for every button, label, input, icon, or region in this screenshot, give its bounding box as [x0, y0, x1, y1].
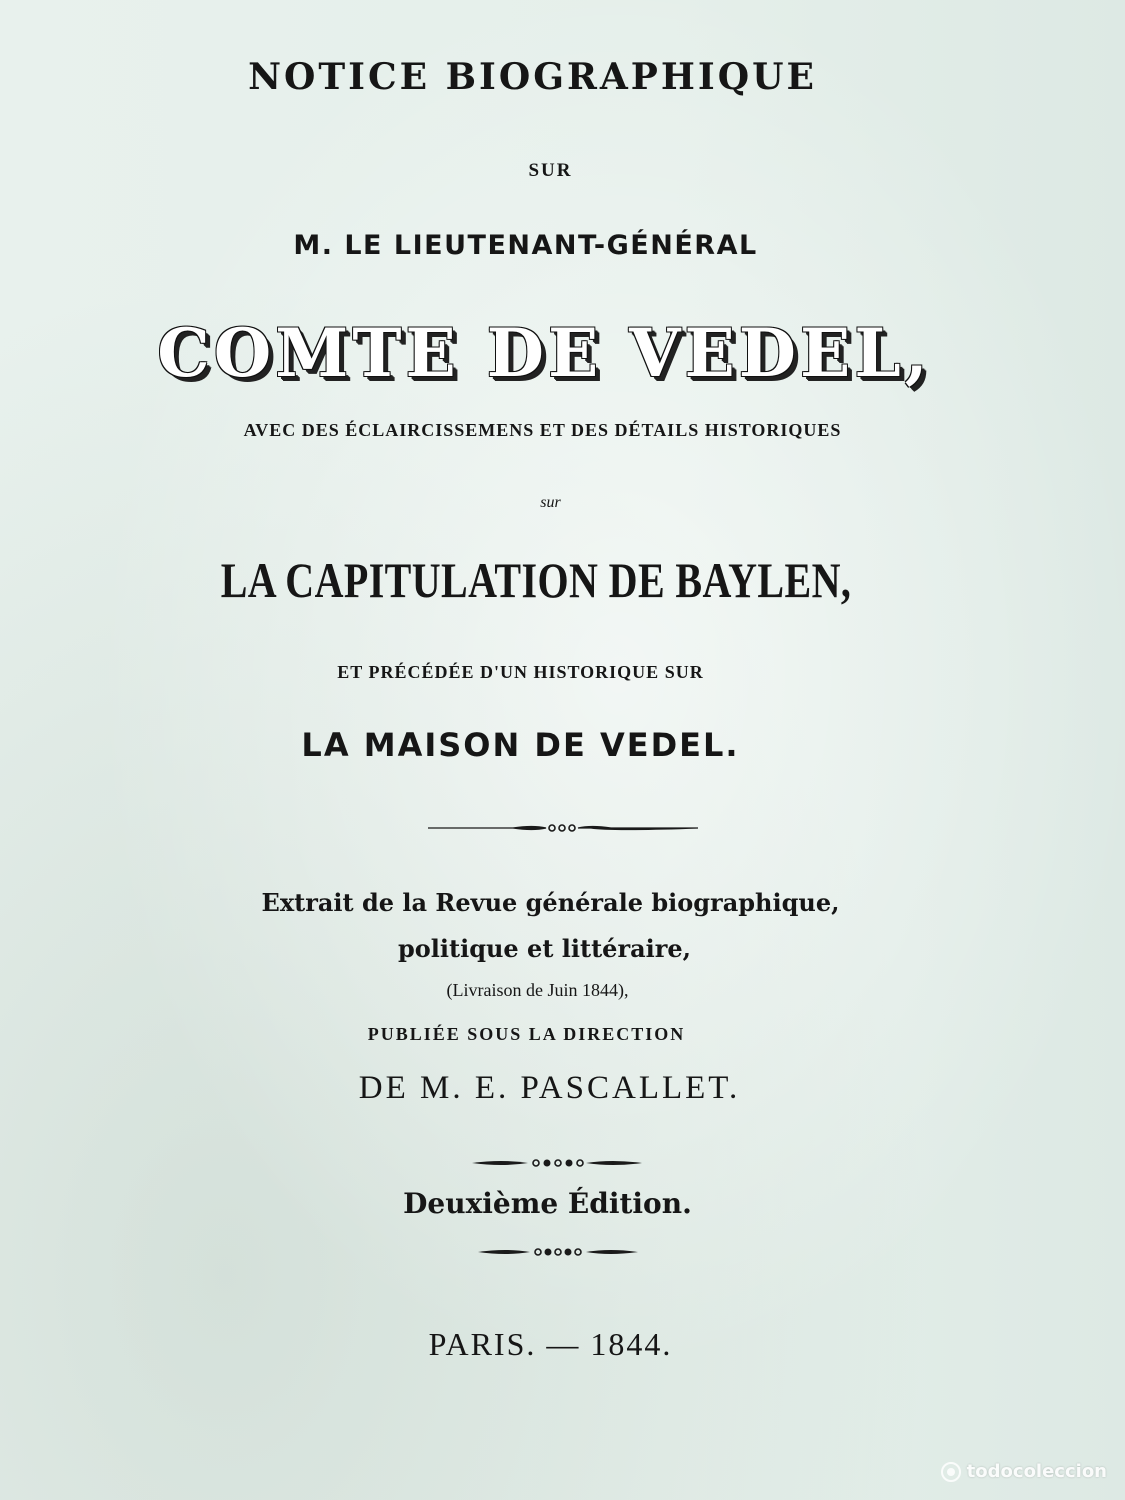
- ornament-divider-3: [478, 1244, 638, 1260]
- ornament-divider-1: [428, 820, 698, 836]
- subject-rank: M. LE LIEUTENANT-GÉNÉRAL: [293, 230, 758, 261]
- edition-label: Deuxième Édition.: [403, 1187, 692, 1220]
- watermark-logo-icon: [941, 1462, 961, 1482]
- issue-date: (Livraison de Juin 1844),: [446, 980, 629, 1000]
- sur-connector-italic: sur: [540, 494, 561, 511]
- extract-line-1: Extrait de la Revue générale biographique,: [261, 888, 840, 917]
- page-heading: NOTICE BIOGRAPHIQUE: [248, 56, 817, 98]
- subject-name: COMTE DE VEDEL,: [157, 314, 932, 392]
- preceded-line: ET PRÉCÉDÉE D'UN HISTORIQUE SUR: [337, 662, 704, 682]
- ornament-divider-2: [472, 1155, 642, 1171]
- house-title: LA MAISON DE VEDEL.: [301, 726, 740, 764]
- director-name: DE M. E. PASCALLET.: [358, 1070, 741, 1106]
- published-under: PUBLIÉE SOUS LA DIRECTION: [367, 1024, 686, 1044]
- watermark-text: todocoleccion: [966, 1461, 1107, 1482]
- extract-line-2: politique et littéraire,: [397, 934, 692, 963]
- clarifications-line: AVEC DES ÉCLAIRCISSEMENS ET DES DÉTAILS HISTORIQUES: [243, 420, 842, 440]
- imprint-place-date: PARIS. — 1844.: [428, 1326, 673, 1362]
- watermark: [941, 1461, 1107, 1482]
- sur-connector: SUR: [528, 160, 573, 181]
- capitulation-title: LA CAPITULATION DE BAYLEN,: [220, 552, 852, 608]
